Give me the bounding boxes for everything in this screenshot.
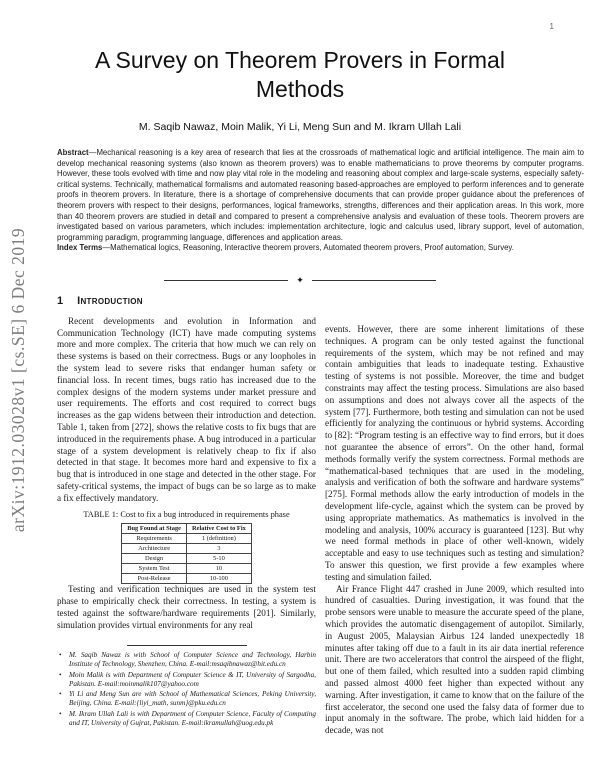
index-terms-text: —Mathematical logics, Reasoning, Interactive theorem provers, Automated theorem provers, Proof automation, Survey.	[102, 243, 514, 253]
bug-cost-table	[121, 523, 252, 584]
footnote-item: • Yi Li and Meng Sun are with School of Mathematical Sciences, Peking University, Beijing, China. E-mail:{liyi_math, sunm}@pku.edu.cn	[69, 690, 316, 709]
intro-paragraph-2: Testing and verification techniques are used in the system test phase to empirically check their correctness. In testing, a system is tested against the software/hardware requirements [201]. Similarly, simulation provides virtual environments for any real	[57, 584, 316, 630]
abstract-label: Abstract	[57, 148, 89, 157]
index-terms-paragraph	[57, 243, 584, 254]
footnote-item: • Moin Malik is with Department of Computer Science & IT, University of Sargodha, Pakistan. E-mail:moinmalik107@yahoo.com	[69, 671, 316, 690]
footnote-item: • M. Ikram Ullah Lali is with Department of Computer Science, Faculty of Computing and IT, University of Gujrat, Pakistan. E-mail:ikramullah@uog.edu.pk	[69, 710, 316, 729]
page-number: 1	[549, 22, 554, 31]
table-row	[122, 544, 252, 554]
left-column	[57, 294, 316, 632]
author-line: M. Saqib Nawaz, Moin Malik, Yi Li, Meng Sun and M. Ikram Ullah Lali	[138, 121, 462, 133]
intro-paragraph-1: Recent developments and evolution in Information and Communication Technology (ICT) have made computing systems more and more complex. The criteria that how much we can rely on these systems is based on their correctness. Bugs or any loopholes in the system lead to severe risks that endanger human safety or financial loss. In recent times, bugs ratio has increased due to the complex designs of the modern systems under market pressure and user requirements. The efforts and cost required to correct bugs increases as the gap widens between their introduction and detection. Table 1, taken from [272], shows the relative costs to fix bugs that are introduced in the requirements phase. A bug introduced in a particular stage of a system development is relatively cheap to fix if also detected in that stage. It becomes more hard and expensive to fix a bug that is introduced in one stage and detected in the other stage. For safety-critical systems, the impact of bugs can be so large as to make a fix effectively mandatory.	[57, 315, 316, 503]
body-paragraph-continuation: events. However, there are some inherent limitations of these techniques. A program can be only tested against the functional requirements of the system, which may be not refined and may contain ambiguities that leads to inadequate testing. Exhaustive testing of systems is not possible. Moreover, the time and budget constraints may affect the testing process. Simulations are also based on assumptions and does not always cover all the aspects of the system [77]. Furthermore, both testing and simulation can not be used efficiently for analyzing the continuous or hybrid systems. According to [82]: “Program testing is an effective way to find errors, but it does not guarantee the absence of errors”. On the other hand, formal methods formally verify the system correctness. Formal methods are “mathematical-based techniques that are used in the modeling, analysis and verification of both the software and hardware systems” [275]. Formal methods allow the early introduction of models in the development life-cycle, against which the system can be proved by using appropriate mathematics. As mathematics is involved in the modeling and analysis, 100% accuracy is guaranteed [123]. But why we need formal methods in place of other well-known, widely acceptable and easy to use techniques such as testing and simulation? To answer this question, we first provide a few examples where testing and simulation failed.	[325, 324, 584, 582]
divider-line-left	[164, 280, 288, 281]
right-column	[325, 294, 584, 737]
author-footnotes	[57, 645, 316, 729]
table-cell: Design	[122, 554, 187, 564]
abstract-text: —Mechanical reasoning is a key area of research that lies at the crossroads of mathematical logic and artificial intelligence. The main aim to develop mechanical reasoning systems (also known as theorem provers) was to enable mathematicians to prove theorems by computer programs. However, these tools evolved with time and now play vital role in the modeling and reasoning about complex and large-scale systems, especially safety-critical systems. Technically, mathematical formalisms and automated reasoning based-approaches are employed to perform inferences and to generate proofs in theorem provers. In literature, there is a shortage of comprehensive documents that can provide proper guidance about the preferences of theorem provers with respect to their designs, performances, logical frameworks, strengths, differences and their application areas. In this work, more than 40 theorem provers are studied in detail and compared to present a comprehensive analysis and evaluation of these tools. Theorem provers are investigated based on various parameters, which includes: implementation architecture, logic and calculus used, library support, level of automation, programming paradigm, programming language, differences and application areas.	[57, 148, 584, 242]
footnote-item: • M. Saqib Nawaz is with School of Computer Science and Technology, Harbin Institute of Technology, Shenzhen, China. E-mail:msaqibnawaz@hit.edu.cn	[69, 651, 316, 670]
table-row	[122, 534, 252, 544]
index-terms-label: Index Terms	[57, 243, 103, 253]
table-cell: Architecture	[122, 544, 187, 554]
body-paragraph-examples: Air France Flight 447 crashed in June 2009, which resulted into hundred of casualties. During investigation, it was found that the probe sensors were unable to measure the accurate speed of the plane, which provides the automatic disengagement of autopilot. Similarly, in August 2005, Malaysian Airbus 124 landed unexpectedly 18 minutes after taking off due to a fault in its air data inertial reference unit. There are two accelerators that control the airspeed of the flight, but one of them failed, which resulted into a sudden rapid climbing and passed almost 4000 feet higher than expected without any warning. After investigation, it came to know that on the failure of the first accelerator, the second one used the falsy data of former due to input anomaly in the software. The probe, which laid hidden for a decade, was not	[325, 583, 584, 736]
footnote-list	[57, 651, 316, 728]
table-caption: TABLE 1: Cost to fix a bug introduced in requirements phase	[83, 509, 290, 519]
table-row	[122, 574, 252, 584]
section-number: 1	[57, 295, 64, 307]
table-row	[122, 554, 252, 564]
table-cell: 1 (definition)	[187, 534, 252, 544]
abstract-paragraph	[57, 148, 584, 243]
section-divider	[164, 276, 436, 285]
diamond-ornament-icon: ✦	[296, 275, 304, 285]
section-heading	[57, 296, 316, 308]
section-title: Introduction	[77, 295, 143, 307]
divider-line-right	[312, 280, 436, 281]
footnote-rule	[127, 645, 247, 646]
table-header-cell: Bug Found at Stage	[122, 524, 187, 534]
table-cell: 5-10	[187, 554, 252, 564]
table-header-row	[122, 524, 252, 534]
table-cell: 10-100	[187, 574, 252, 584]
table-cell: Requirements	[122, 534, 187, 544]
table-cell: System Test	[122, 564, 187, 574]
arxiv-sidebar-label: arXiv:1912.03028v1 [cs.SE] 6 Dec 2019	[8, 227, 28, 533]
table-row	[122, 564, 252, 574]
table-cell: 10	[187, 564, 252, 574]
paper-title: A Survey on Theorem Provers in Formal Methods	[95, 47, 505, 102]
table-header-cell: Relative Cost to Fix	[187, 524, 252, 534]
abstract-section	[57, 148, 584, 254]
table-cell: 3	[187, 544, 252, 554]
table-cell: Post-Release	[122, 574, 187, 584]
